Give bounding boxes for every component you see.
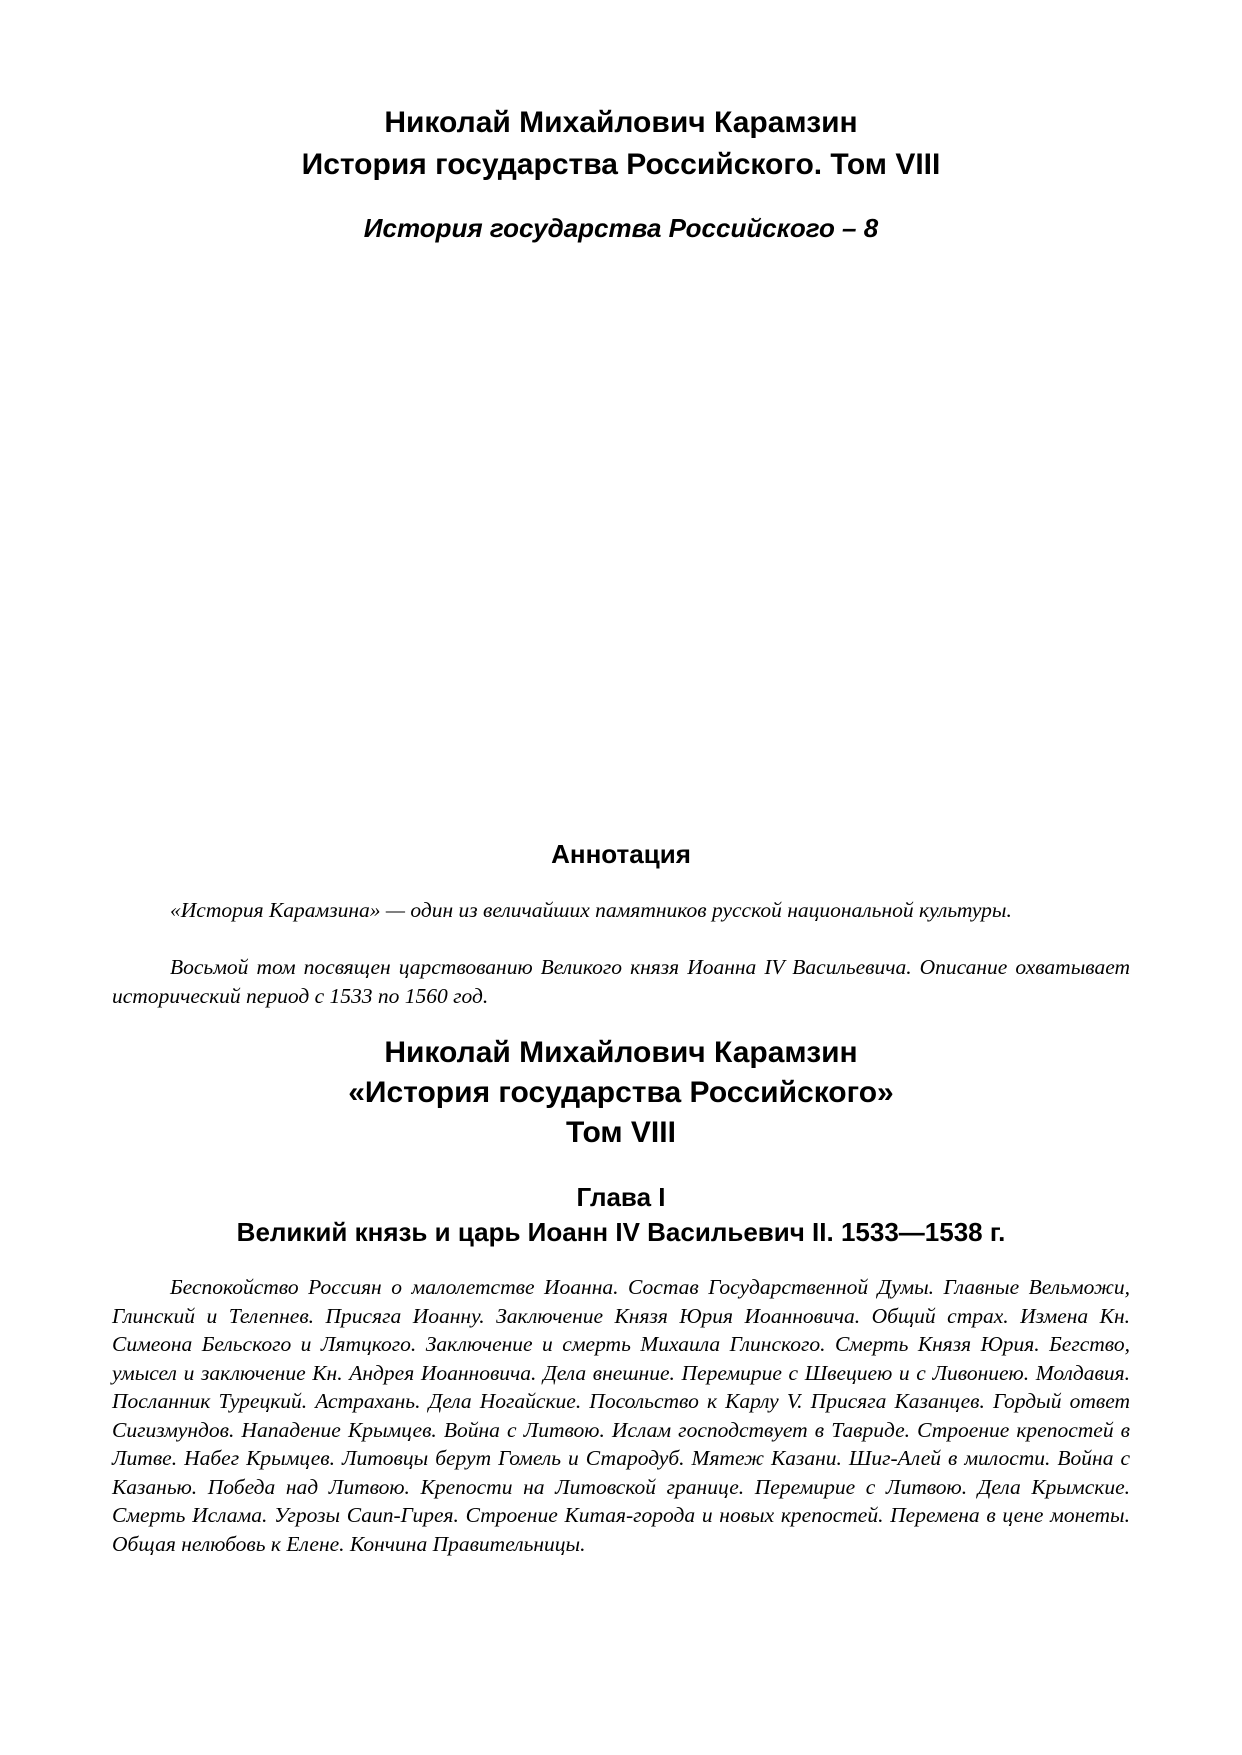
annotation-paragraph-1: «История Карамзина» — один из величайших памятников русской национальной культуры. bbox=[170, 898, 1012, 922]
header-author: Николай Михайлович Карамзин bbox=[384, 106, 858, 139]
header-series: История государства Российского – 8 bbox=[363, 213, 879, 243]
annotation-paragraph-2: Восьмой том посвящен царствованию Великого князя Иоанна IV Васильевича. Описание охватывает исторический период с 1533 по 1560 год. bbox=[112, 955, 1130, 1008]
header-title: История государства Российского. Том VIII bbox=[301, 148, 941, 181]
chapter-title: Великий князь и царь Иоанн IV Васильевич II. 1533—1538 г. bbox=[236, 1217, 1006, 1247]
chapter-summary: Беспокойство Россиян о малолетстве Иоанна. Состав Государственной Думы. Главные Вельможи, Глинский и Телепнев. Присяга Иоанну. Заключение Князя Юрия Иоанновича. Общий страх. Измена Кн. Симеона Бельского и Лятцкого. Заключение и смерть Михаила Глинского. Смерть Князя Юрия. Бегство, умысел и заключение Кн. Андрея Иоанновича. Дела внешние. Перемирие с Швециею и с Ливониею. Молдавия. Посланник Турецкий. Астрахань. Дела Ногайские. Посольство к Карлу V. Присяга Казанцев. Гордый ответ Сигизмундов. Нападение Крымцев. Война с Литвою. Ислам господствует в Тавриде. Строение крепостей в Литве. Набег Крымцев. Литовцы берут Гомель и Стародуб. Мятеж Казани. Шиг-Алей в милости. Война с Казанью. Победа над Литвою. Крепости на Литовской границе. Перемирие с Литвою. Дела Крымские. Смерть Ислама. Угрозы Саип-Гирея. Строение Китая-города и новых крепостей. Перемена в цене монеты. Общая нелюбовь к Елене. Кончина Правительницы. bbox=[112, 1275, 1130, 1556]
annotation-heading: Аннотация bbox=[551, 839, 691, 869]
volume-heading-author: Николай Михайлович Карамзин bbox=[384, 1036, 858, 1069]
volume-heading-volume: Том VIII bbox=[566, 1116, 676, 1149]
chapter-number: Глава I bbox=[576, 1182, 666, 1212]
volume-heading-title: «История государства Российского» bbox=[348, 1076, 894, 1109]
